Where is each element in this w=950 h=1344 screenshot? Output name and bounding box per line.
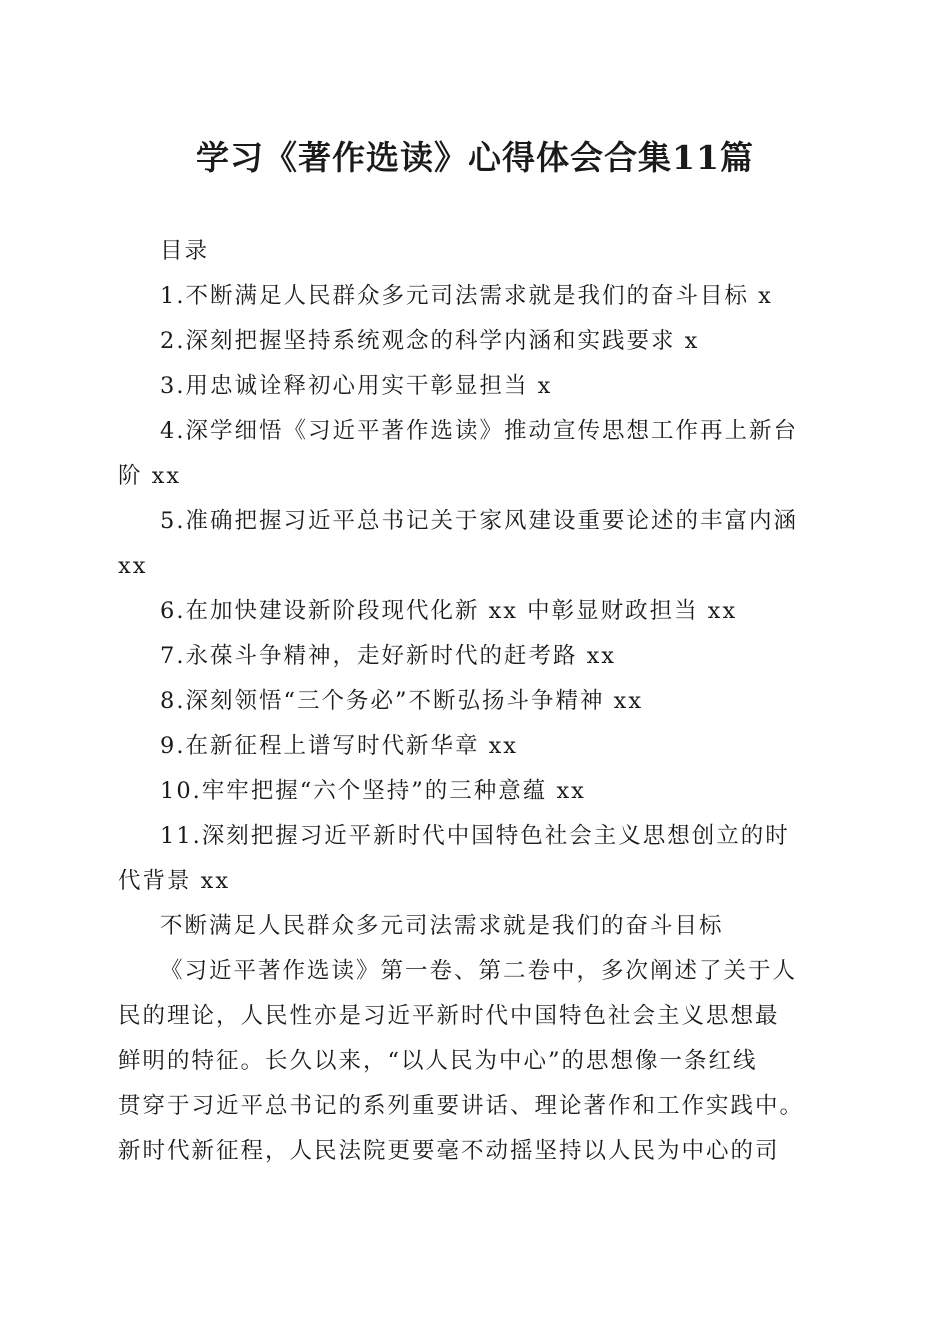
- toc-item-7: 7.永葆斗争精神，走好新时代的赶考路 xx: [160, 643, 616, 669]
- article-line-1: 《习近平著作选读》第一卷、第二卷中，多次阐述了关于人: [160, 958, 798, 984]
- toc-item-5: 5.准确把握习近平总书记关于家风建设重要论述的丰富内涵: [160, 508, 798, 534]
- toc-heading: 目录: [160, 238, 210, 264]
- toc-item-6: 6.在加快建设新阶段现代化新 xx 中彰显财政担当 xx: [160, 598, 738, 624]
- article-line-5: 新时代新征程，人民法院更要毫不动摇坚持以人民为中心的司: [118, 1138, 780, 1164]
- article-line-3: 鲜明的特征。长久以来，“以人民为中心”的思想像一条红线: [118, 1048, 758, 1074]
- article-heading: 不断满足人民群众多元司法需求就是我们的奋斗目标: [160, 913, 724, 939]
- article-line-2: 民的理论，人民性亦是习近平新时代中国特色社会主义思想最: [118, 1003, 780, 1029]
- toc-item-5-continued: xx: [118, 553, 148, 579]
- toc-item-3: 3.用忠诚诠释初心用实干彰显担当 x: [160, 373, 553, 399]
- toc-item-4: 4.深学细悟《习近平著作选读》推动宣传思想工作再上新台: [160, 418, 798, 444]
- document-body: [118, 229, 840, 1174]
- toc-item-10: 10.牢牢把握“六个坚持”的三种意蕴 xx: [160, 778, 586, 804]
- toc-item-8: 8.深刻领悟“三个务必”不断弘扬斗争精神 xx: [160, 688, 644, 714]
- toc-item-9: 9.在新征程上谱写时代新华章 xx: [160, 733, 518, 759]
- toc-item-11-continued: 代背景 xx: [118, 868, 231, 894]
- toc-item-11: 11.深刻把握习近平新时代中国特色社会主义思想创立的时: [160, 823, 790, 849]
- article-line-4: 贯穿于习近平总书记的系列重要讲话、理论著作和工作实践中。: [118, 1093, 805, 1119]
- toc-item-2: 2.深刻把握坚持系统观念的科学内涵和实践要求 x: [160, 328, 700, 354]
- toc-item-1: 1.不断满足人民群众多元司法需求就是我们的奋斗目标 x: [160, 283, 773, 309]
- document-title: 学习《著作选读》心得体会合集11篇: [196, 138, 754, 177]
- toc-item-4-continued: 阶 xx: [118, 463, 182, 489]
